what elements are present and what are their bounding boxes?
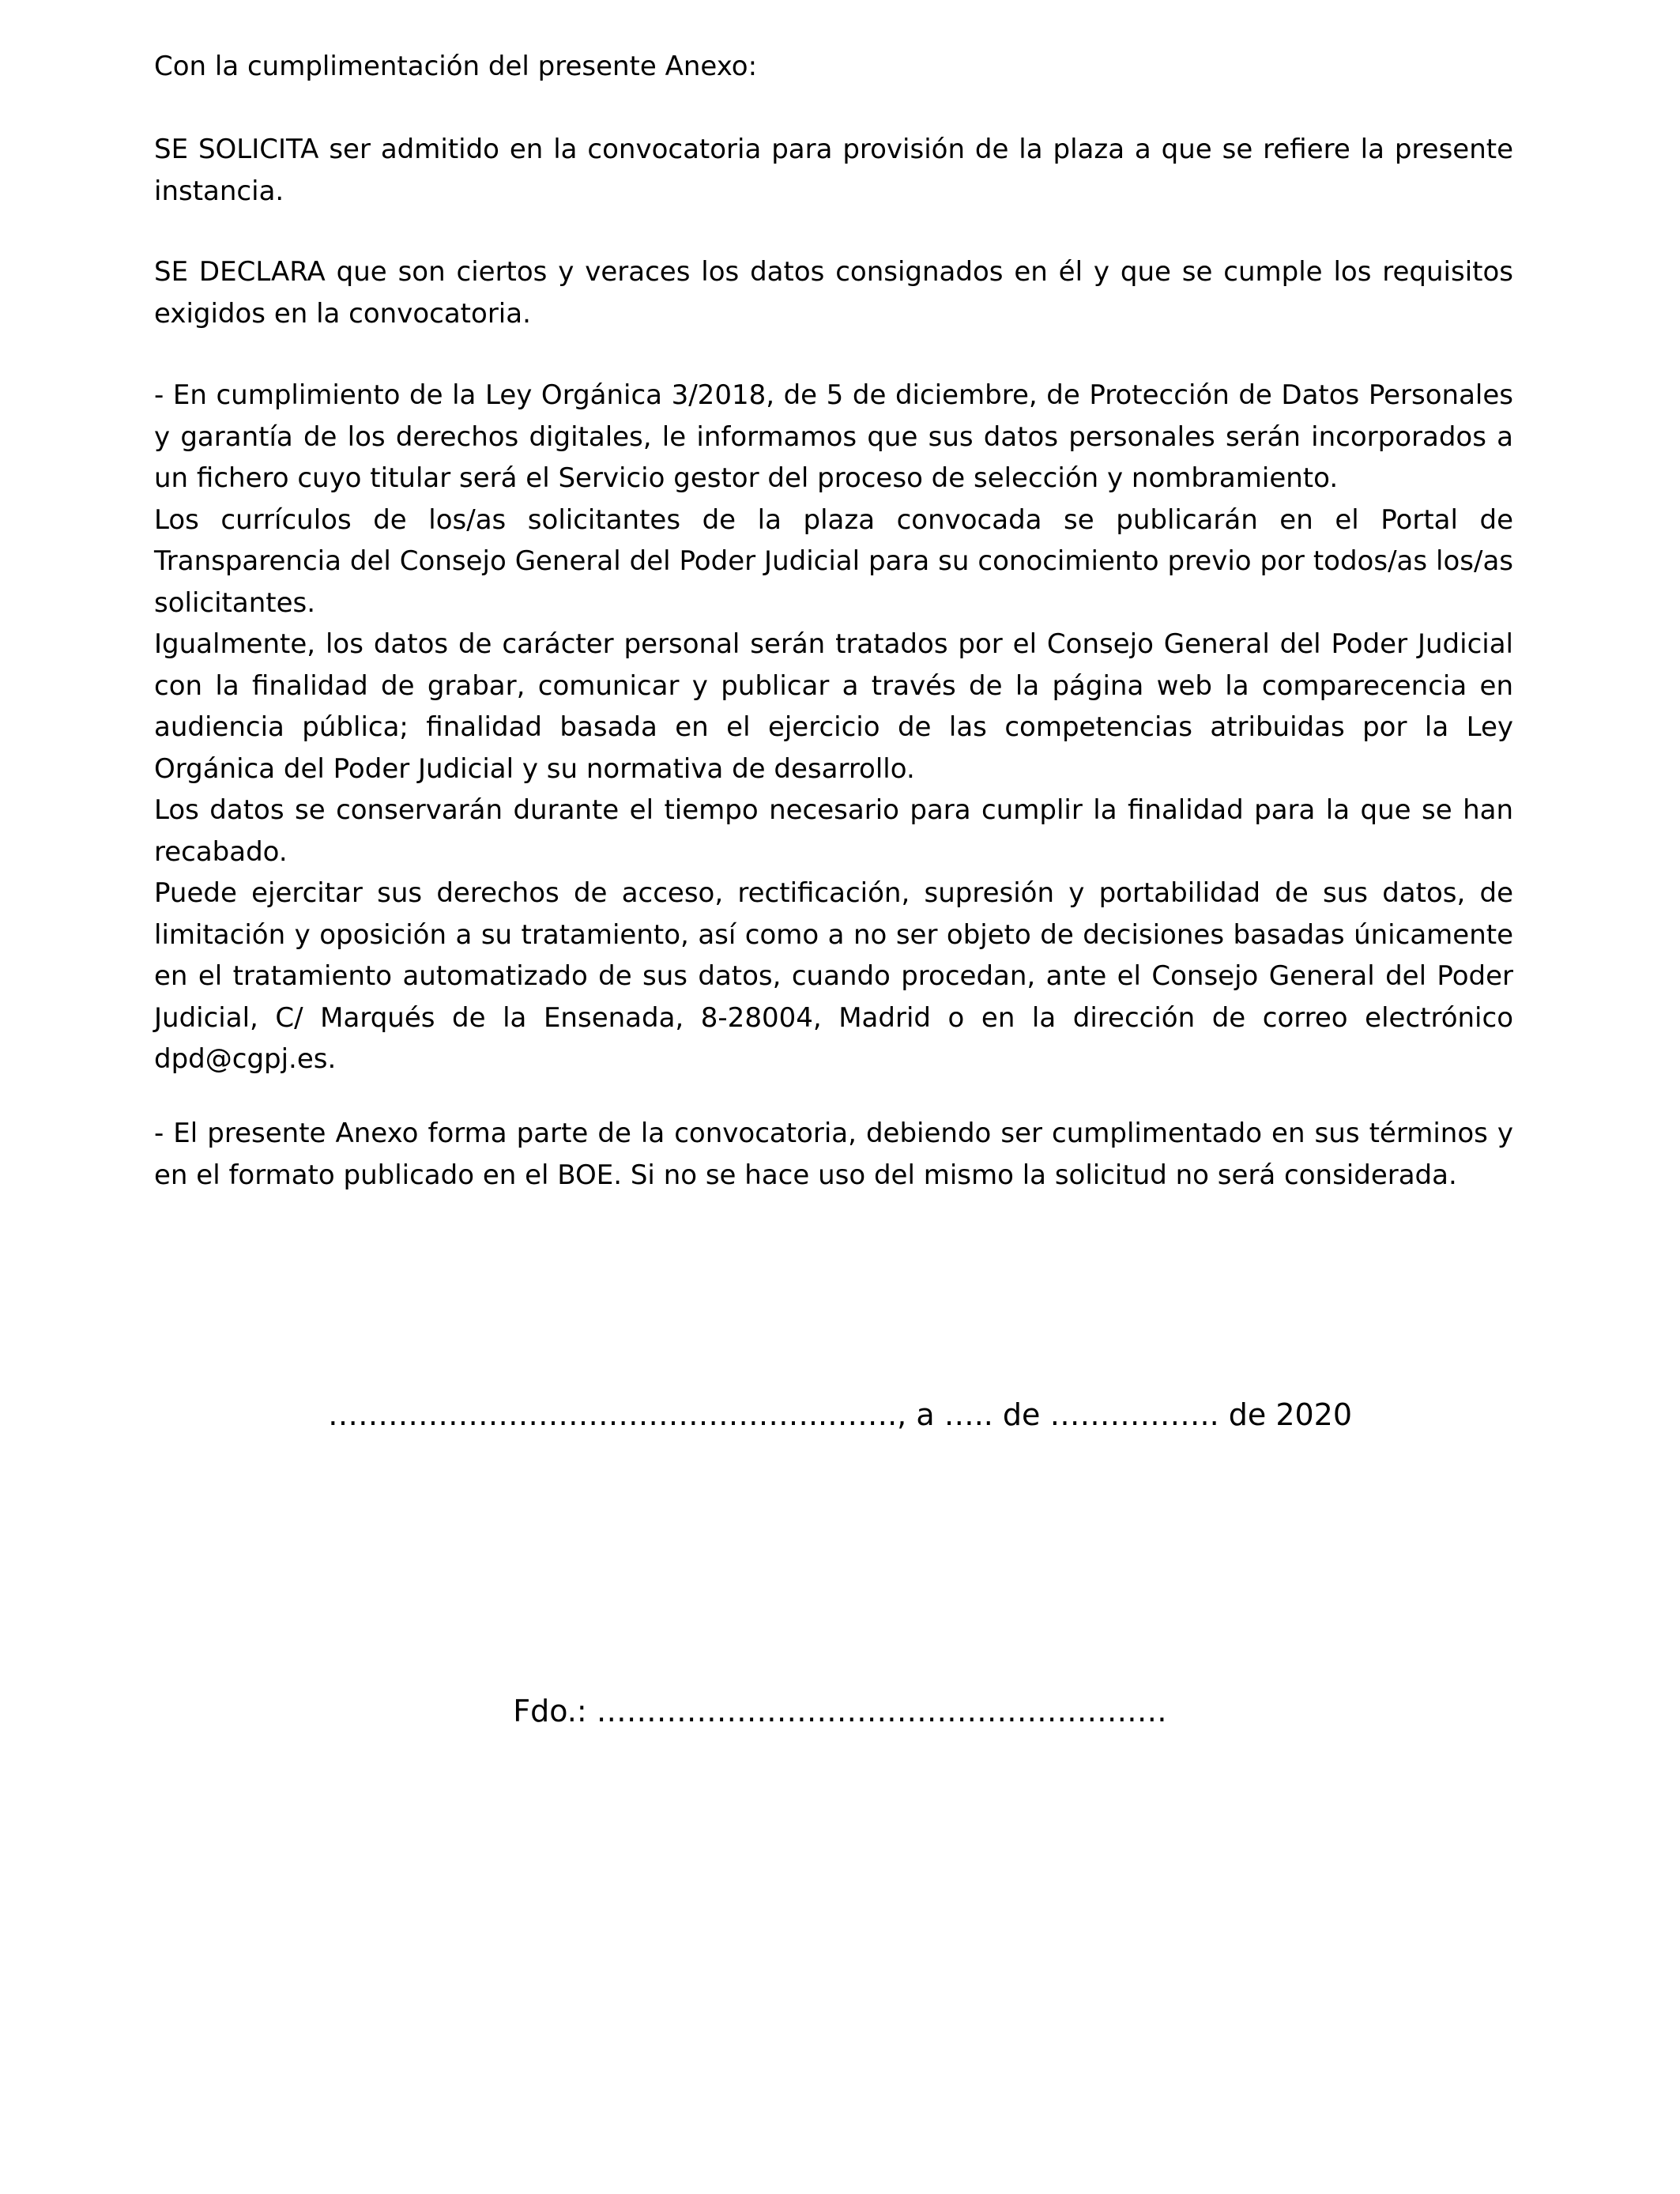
declara-paragraph: SE DECLARA que son ciertos y veraces los datos consignados en él y que se cumple los requisitos exigidos en la convocatoria. [154,256,1513,330]
solicita-paragraph: SE SOLICITA ser admitido en la convocatoria para provisión de la plaza a que se refiere la presente instancia. [154,134,1513,207]
data-protection-paragraph: Los datos se conservarán durante el tiempo necesario para cumplir la finalidad para la que se han recabado. [154,794,1513,868]
data-protection-paragraph: Puede ejercitar sus derechos de acceso, rectificación, supresión y portabilidad de sus datos, de limitación y oposición a su tratamiento, así como a no ser objeto de decisiones basadas únicamente en el tratamiento automatizado de sus datos, cuando procedan, ante el Consejo General del Poder Judicial, C/ Marqués de la Ensenada, 8-28004, Madrid o en la dirección de correo electrónico dpd@cgpj.es. [154,877,1513,1075]
signature-line: Fdo.: ………………………………………………… [513,1694,1167,1728]
date-line: …………………………………………..……., a ….. de …………….. de 2020 [327,1397,1353,1432]
data-protection-paragraph: Igualmente, los datos de carácter personal serán tratados por el Consejo General del Poder Judicial con la finalidad de grabar, comunicar y publicar a través de la página web la comparecencia en audiencia pública; finalidad basada en el ejercicio de las competencias atribuidas por la Ley Orgánica del Poder Judicial y su normativa de desarrollo. [154,628,1513,785]
data-protection-paragraph: Los currículos de los/as solicitantes de la plaza convocada se publicarán en el Portal de Transparencia del Consejo General del Poder Judicial para su conocimiento previo por todos/as los/as solicitantes. [154,503,1513,619]
intro-paragraph: Con la cumplimentación del presente Anexo: [154,51,758,82]
anexo-note-paragraph: - El presente Anexo forma parte de la convocatoria, debiendo ser cumplimentado en sus términos y en el formato publicado en el BOE. Si no se hace uso del mismo la solicitud no será considerada. [154,1118,1513,1191]
data-protection-section [154,375,1513,1080]
data-protection-paragraph: - En cumplimiento de la Ley Orgánica 3/2018, de 5 de diciembre, de Protección de Datos Personales y garantía de los derechos digitales, le informamos que sus datos personales serán incorporados a un fichero cuyo titular será el Servicio gestor del proceso de selección y nombramiento. [154,379,1513,494]
